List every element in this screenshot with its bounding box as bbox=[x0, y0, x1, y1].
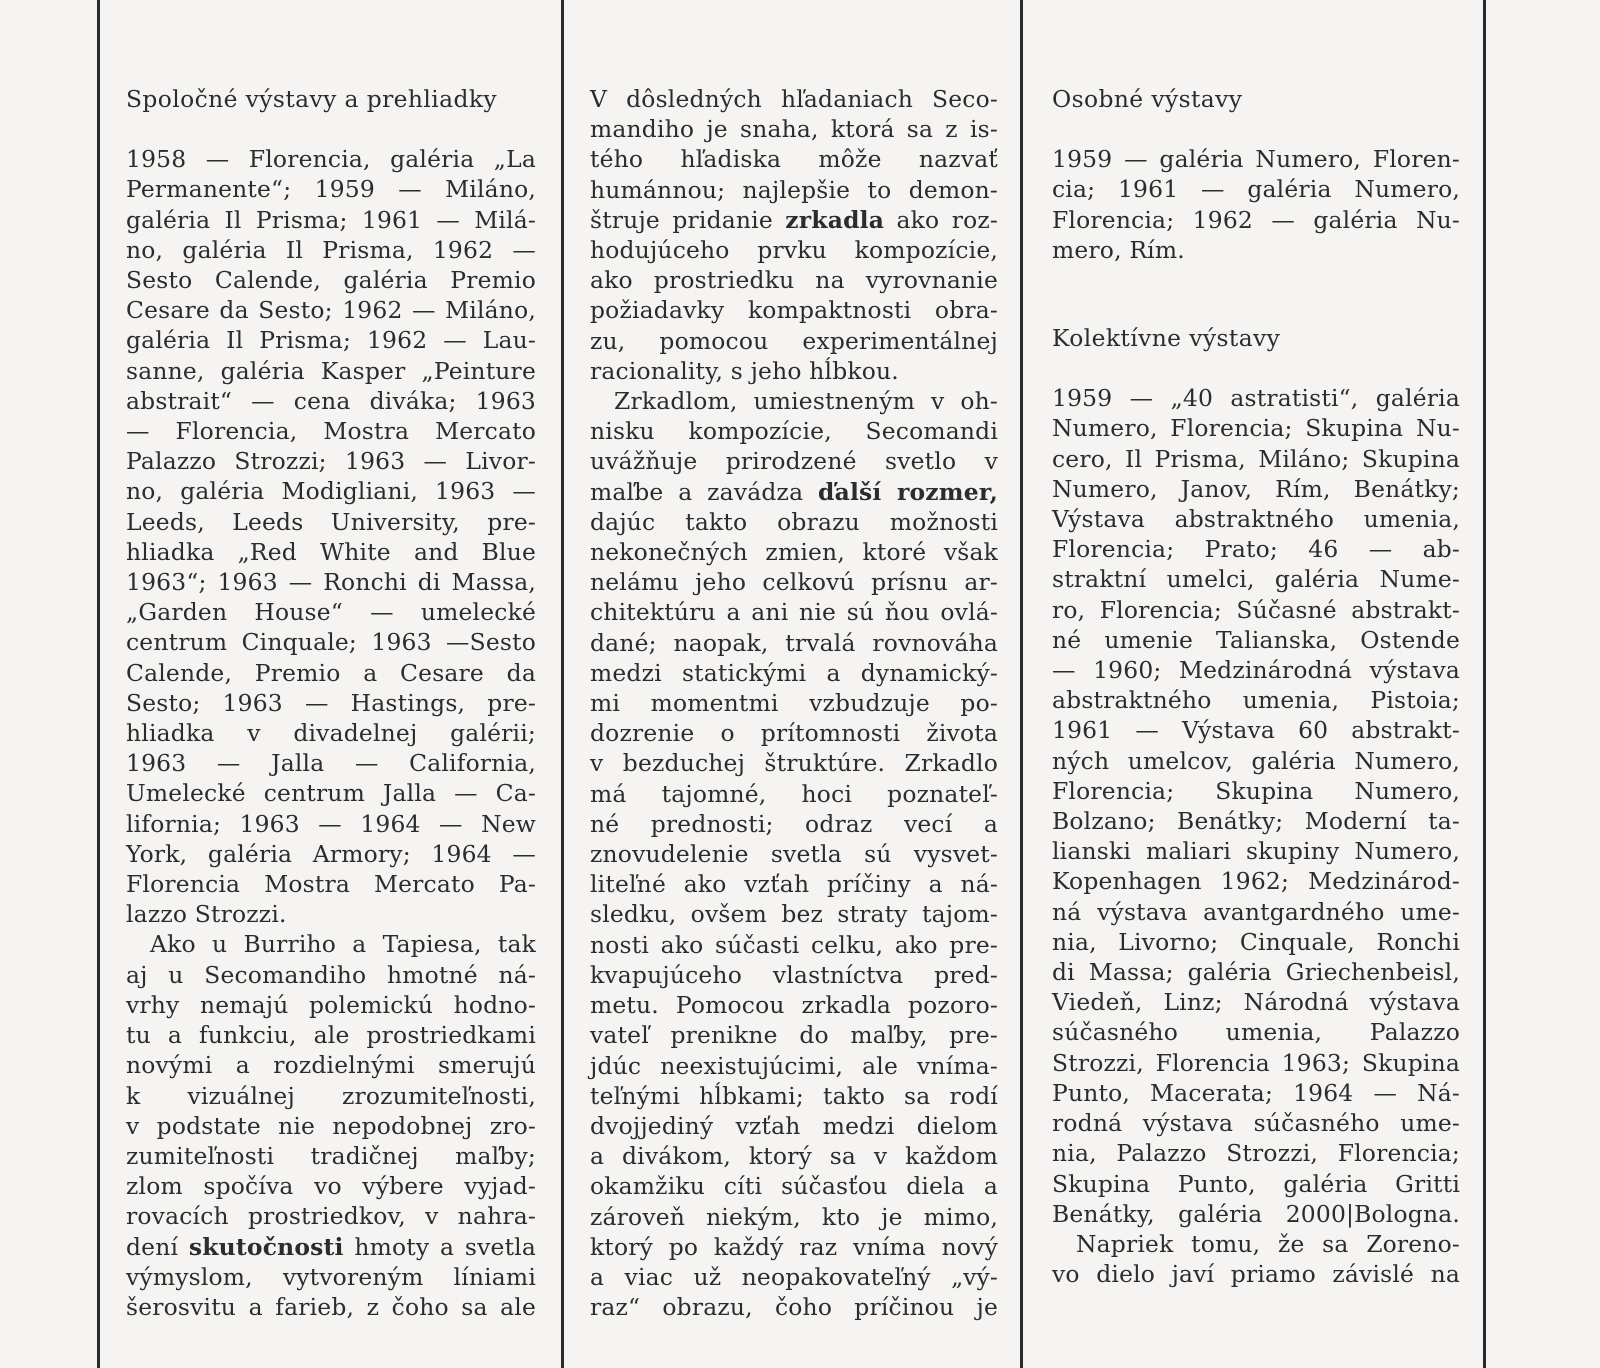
paragraph-end bbox=[126, 1262, 536, 1322]
left-column bbox=[126, 84, 536, 1322]
text-line: abstraktného umenia, Pistoia; bbox=[1052, 686, 1460, 715]
text-line: Calende, Premio a Cesare da bbox=[126, 658, 536, 687]
text-line: Kopenhagen 1962; Medzinárod- bbox=[1052, 867, 1460, 896]
bold-term: ďalší rozmer, bbox=[818, 477, 998, 506]
text-line: V dôsledných hľadaniach Seco- bbox=[590, 85, 998, 113]
text-line: požiadavky kompaktnosti obra- bbox=[590, 296, 998, 325]
text-line: štruje pridanie zrkadla ako roz- bbox=[590, 205, 998, 234]
text-line: a divákom, ktorý sa v každom bbox=[590, 1142, 998, 1171]
text-line: aj u Secomandiho hmotné ná- bbox=[126, 960, 536, 989]
text-line: lifornia; 1963 — 1964 — New bbox=[126, 809, 536, 838]
text-line: 1961 — Výstava 60 abstrakt- bbox=[1052, 716, 1460, 745]
paragraph bbox=[590, 386, 998, 477]
section-heading: Osobné výstavy bbox=[1052, 85, 1243, 113]
text-line: vrhy nemajú polemickú hodno- bbox=[126, 990, 536, 1019]
text-line: hliadka v divadelnej galérii; bbox=[126, 719, 536, 748]
text-line: a viac už neopakovateľný „vý- bbox=[590, 1262, 998, 1291]
text-line: no, galéria Modigliani, 1963 — bbox=[126, 477, 536, 506]
middle-column bbox=[590, 84, 998, 1322]
text-line: Florencia Mostra Mercato Pa- bbox=[126, 870, 536, 899]
text-line: Sesto; 1963 — Hastings, pre- bbox=[126, 688, 536, 717]
text-line: Palazzo Strozzi; 1963 — Livor- bbox=[126, 447, 536, 476]
text-line: sanne, galéria Kasper „Peinture bbox=[126, 356, 536, 385]
text-line: rodná výstava súčasného ume- bbox=[1052, 1109, 1460, 1138]
text-line: dozrenie o prítomnosti života bbox=[590, 719, 998, 748]
column-rule-middle-right bbox=[1020, 0, 1023, 1368]
text-line: ných umelcov, galéria Numero, bbox=[1052, 746, 1460, 775]
text-line: — Florencia, Mostra Mercato bbox=[126, 417, 536, 446]
column-rule-middle-left bbox=[561, 0, 564, 1368]
text-line: nia, Palazzo Strozzi, Florencia; bbox=[1052, 1139, 1460, 1168]
text-line: medzi statickými a dynamický- bbox=[590, 658, 998, 687]
text-line: ro, Florencia; Súčasné abstrakt- bbox=[1052, 595, 1460, 624]
text-line: lazzo Strozzi. bbox=[126, 900, 287, 929]
text-line: nekonečných zmien, ktoré však bbox=[590, 538, 998, 567]
text-line: teľnými hĺbkami; takto sa rodí bbox=[590, 1081, 998, 1110]
text-line: centrum Cinquale; 1963 —Sesto bbox=[126, 628, 536, 657]
text-line: Napriek tomu, že sa Zoreno- bbox=[1076, 1229, 1460, 1258]
text-line: sledku, ovšem bez straty tajom- bbox=[590, 900, 998, 929]
text-line: Ako u Burriho a Tapiesa, tak bbox=[150, 930, 536, 959]
text-line: Skupina Punto, galéria Gritti bbox=[1052, 1169, 1460, 1198]
text-line: uvážňuje prirodzené svetlo v bbox=[590, 447, 998, 476]
text-line: galéria Il Prisma; 1961 — Milá- bbox=[126, 205, 536, 234]
text-line: Punto, Macerata; 1964 — Ná- bbox=[1052, 1078, 1460, 1107]
text-line: Numero, Florencia; Skupina Nu- bbox=[1052, 414, 1460, 443]
text-line: kvapujúceho vlastníctva pred- bbox=[590, 960, 998, 989]
text-line: chitektúru a ani nie sú ňou ovlá- bbox=[590, 598, 998, 627]
text-line: Výstava abstraktného umenia, bbox=[1052, 505, 1460, 534]
text-line: Zrkadlom, umiestneným v oh- bbox=[614, 387, 998, 416]
text-line: novými a rozdielnými smerujú bbox=[126, 1051, 536, 1080]
text-line: abstrait“ — cena diváka; 1963 bbox=[126, 386, 536, 415]
text-line: Strozzi, Florencia 1963; Skupina bbox=[1052, 1048, 1460, 1077]
text-line: dajúc takto obrazu možnosti bbox=[590, 507, 998, 536]
text-line: ktorý po každý raz vníma nový bbox=[590, 1232, 998, 1261]
column-rule-left bbox=[97, 0, 100, 1368]
text-line: York, galéria Armory; 1964 — bbox=[126, 839, 536, 868]
text-line: straktní umelci, galéria Nume- bbox=[1052, 565, 1460, 594]
text-line: hodujúceho prvku kompozície, bbox=[590, 236, 998, 265]
paragraph bbox=[590, 507, 998, 1322]
text-line: — 1960; Medzinárodná výstava bbox=[1052, 656, 1460, 685]
text-line: dení skutočnosti hmoty a svetla bbox=[126, 1232, 536, 1261]
text-line: maľbe a zavádza ďalší rozmer, bbox=[590, 477, 998, 506]
text-line: Florencia; Skupina Numero, bbox=[1052, 776, 1460, 805]
text-line: Umelecké centrum Jalla — Ca- bbox=[126, 779, 536, 808]
paragraph bbox=[590, 84, 998, 205]
collective-exhibitions bbox=[1052, 383, 1460, 1229]
text-line: v podstate nie nepodobnej zro- bbox=[126, 1111, 536, 1140]
paragraph bbox=[126, 929, 536, 1231]
text-line: má tajomné, hoci poznateľ- bbox=[590, 779, 998, 808]
text-line: Viedeň, Linz; Národná výstava bbox=[1052, 988, 1460, 1017]
text-line: výmyslom, vytvoreným líniami bbox=[126, 1262, 536, 1291]
column-rule-right bbox=[1483, 0, 1486, 1368]
text-line: lianski maliari skupiny Numero, bbox=[1052, 837, 1460, 866]
text-line: v bezduchej štruktúre. Zrkadlo bbox=[590, 749, 998, 778]
solo-exhibitions bbox=[1052, 144, 1460, 265]
text-line: zu, pomocou experimentálnej bbox=[590, 326, 998, 355]
text-line: nosti ako súčasti celku, ako pre- bbox=[590, 930, 998, 959]
text-line: di Massa; galéria Griechenbeisl, bbox=[1052, 958, 1460, 987]
text-line: Benátky, galéria 2000|Bologna. bbox=[1052, 1199, 1460, 1228]
bold-term: skutočnosti bbox=[188, 1232, 344, 1261]
text-line: liteľné ako vzťah príčiny a ná- bbox=[590, 870, 998, 899]
text-line: „Garden House“ — umelecké bbox=[126, 598, 536, 627]
paragraph bbox=[1052, 1229, 1460, 1289]
text-line: Florencia; 1962 — galéria Nu- bbox=[1052, 205, 1460, 234]
text-line: tého hľadiska môže nazvať bbox=[590, 145, 998, 174]
text-line: nia, Livorno; Cinquale, Ronchi bbox=[1052, 927, 1460, 956]
text-line: šerosvitu a farieb, z čoho sa ale bbox=[126, 1292, 536, 1321]
text-line: cia; 1961 — galéria Numero, bbox=[1052, 175, 1460, 204]
text-line: Permanente“; 1959 — Miláno, bbox=[126, 175, 536, 204]
text-line: mandiho je snaha, ktorá sa z is- bbox=[590, 115, 998, 144]
text-line: k vizuálnej zrozumiteľnosti, bbox=[126, 1081, 536, 1110]
text-line: ná výstava avantgardného ume- bbox=[1052, 897, 1460, 926]
text-line: no, galéria Il Prisma, 1962 — bbox=[126, 235, 536, 264]
text-line: 1959 — „40 astratisti“, galéria bbox=[1052, 384, 1460, 413]
text-line: 1958 — Florencia, galéria „La bbox=[126, 145, 536, 174]
section-heading: Kolektívne výstavy bbox=[1052, 324, 1281, 353]
text-line: zumiteľnosti tradičnej maľby; bbox=[126, 1141, 536, 1170]
text-line: cero, Il Prisma, Miláno; Skupina bbox=[1052, 444, 1460, 473]
text-line: Numero, Janov, Rím, Benátky; bbox=[1052, 474, 1460, 503]
text-line: Florencia; Prato; 46 — ab- bbox=[1052, 535, 1460, 564]
right-column bbox=[1052, 84, 1460, 1289]
text-line: né umenie Talianska, Ostende bbox=[1052, 625, 1460, 654]
text-line: znovudelenie svetla sú vysvet- bbox=[590, 840, 998, 869]
text-line: súčasného umenia, Palazzo bbox=[1052, 1018, 1460, 1047]
text-line: Sesto Calende, galéria Premio bbox=[126, 266, 536, 295]
section-heading: Spoločné výstavy a prehliadky bbox=[126, 85, 498, 113]
text-line: metu. Pomocou zrkadla pozoro- bbox=[590, 991, 998, 1020]
text-line: dvojjediný vzťah medzi dielom bbox=[590, 1111, 998, 1140]
text-line: 1963“; 1963 — Ronchi di Massa, bbox=[126, 568, 536, 597]
text-line: Cesare da Sesto; 1962 — Miláno, bbox=[126, 296, 536, 325]
text-line: raz“ obrazu, čoho príčinou je bbox=[590, 1293, 998, 1322]
text-line: né prednosti; odraz vecí a bbox=[590, 809, 998, 838]
text-line: 1959 — galéria Numero, Floren- bbox=[1052, 145, 1460, 174]
text-line: 1963 — Jalla — California, bbox=[126, 749, 536, 778]
text-line: dané; naopak, trvalá rovnováha bbox=[590, 628, 998, 657]
text-line: mi momentmi vzbudzuje po- bbox=[590, 689, 998, 718]
text-line: vo dielo javí priamo závislé na bbox=[1052, 1260, 1460, 1289]
text-line: zlom spočíva vo výbere vyjad- bbox=[126, 1172, 536, 1201]
text-line: Leeds, Leeds University, pre- bbox=[126, 507, 536, 536]
text-line: nelámu jeho celkovú prísnu ar- bbox=[590, 568, 998, 597]
bold-term: zrkadla bbox=[785, 205, 885, 234]
text-line: ako prostriedku na vyrovnanie bbox=[590, 266, 998, 295]
text-line: nisku kompozície, Secomandi bbox=[590, 417, 998, 446]
exhibitions-list bbox=[126, 144, 536, 929]
text-line: okamžiku cíti súčasťou diela a bbox=[590, 1172, 998, 1201]
text-line: galéria Il Prisma; 1962 — Lau- bbox=[126, 326, 536, 355]
text-line: jdúc neexistujúcimi, ale vníma- bbox=[590, 1051, 998, 1080]
text-line: zároveň niekým, kto je mimo, bbox=[590, 1202, 998, 1231]
paragraph bbox=[590, 235, 998, 386]
text-line: rovacích prostriedkov, v nahra- bbox=[126, 1202, 536, 1231]
text-line: mero, Rím. bbox=[1052, 235, 1185, 264]
text-line: hliadka „Red White and Blue bbox=[126, 537, 536, 566]
text-line: tu a funkciu, ale prostriedkami bbox=[126, 1021, 536, 1050]
text-line: humánnou; najlepšie to demon- bbox=[590, 175, 998, 204]
text-line: vateľ prenikne do maľby, pre- bbox=[590, 1021, 998, 1050]
text-line: Bolzano; Benátky; Moderní ta- bbox=[1052, 807, 1460, 836]
text-line: racionality, s jeho hĺbkou. bbox=[590, 356, 899, 385]
